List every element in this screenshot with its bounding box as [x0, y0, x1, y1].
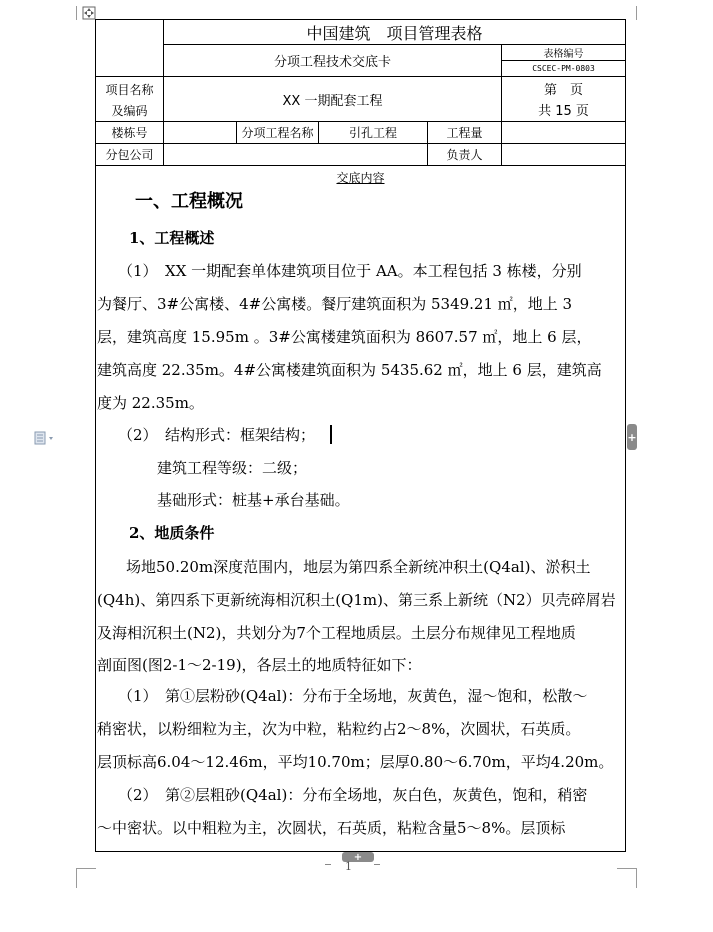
subcontractor-value[interactable] — [164, 144, 427, 165]
expand-bottom-tab[interactable]: + — [342, 852, 374, 862]
crop-mark — [617, 868, 637, 869]
subsection-heading-geology: 2、地质条件 — [129, 524, 215, 542]
crop-mark — [76, 868, 96, 869]
page-number-left-dash — [325, 864, 331, 865]
subitem-label: 分项工程名称 — [241, 126, 314, 140]
paragraph-line: 及海相沉积土(N2)，共划分为7个工程地质层。土层分布规律见工程地质 — [97, 624, 576, 642]
project-label-2: 及编码 — [111, 103, 148, 118]
crop-mark — [636, 6, 637, 20]
quantity-value[interactable] — [502, 122, 625, 143]
total-pages: 共 15 页 — [538, 104, 589, 119]
paragraph-line: (Q4h)、第四系下更新统海相沉积土(Q1m)、第三系上新统（N2）贝壳碎屑岩 — [97, 591, 616, 609]
expand-right-tab[interactable]: + — [627, 424, 637, 450]
responsible-label: 负责人 — [446, 148, 483, 162]
form-code-label: 表格编号 — [543, 49, 584, 60]
page-indicator: 第 页 — [543, 82, 583, 98]
paragraph-line: （1） XX 一期配套单体建筑项目位于 AA。本工程包括 3 栋楼，分别 — [118, 262, 582, 280]
crop-mark — [636, 868, 637, 888]
paragraph-line: 建筑工程等级：二级； — [157, 459, 308, 477]
table-title: 中国建筑 项目管理表格 — [306, 23, 483, 43]
section-heading: 一、工程概况 — [135, 191, 243, 212]
paragraph-line: 层顶标高6.04～12.46m，平均10.70m；层厚0.80～6.70m，平均4.20m。 — [97, 753, 614, 771]
paragraph-line: （1） 第①层粉砂(Q4al)：分布于全场地，灰黄色，湿～饱和，松散～ — [118, 687, 588, 705]
paragraph-line: 稍密状，以粉细粒为主，次为中粒，粘粒约占2～8%，次圆状，石英质。 — [97, 720, 581, 738]
paragraph-line: 剖面图(图2-1～2-19)，各层土的地质特征如下： — [97, 656, 422, 674]
building-value[interactable] — [164, 122, 236, 143]
subitem-value[interactable]: 引孔工程 — [348, 126, 397, 140]
paragraph-line: 基础形式：桩基+承台基础。 — [157, 491, 350, 509]
paragraph-line: （2） 第②层粗砂(Q4al)：分布全场地，灰白色，灰黄色，饱和，稍密 — [118, 786, 588, 804]
form-name: 分项工程技术交底卡 — [273, 55, 391, 70]
subsection-heading-overview: 1、工程概述 — [129, 229, 215, 247]
paragraph-line: ～中密状。以中粗粒为主，次圆状，石英质，粘粒含量5～8%。层顶标 — [97, 819, 566, 837]
building-label: 楼栋号 — [111, 126, 148, 140]
text-cursor — [330, 425, 332, 444]
subcontractor-label: 分包公司 — [105, 148, 154, 162]
content-label: 交底内容 — [336, 170, 385, 185]
crop-mark — [76, 868, 77, 888]
paragraph-line: （2） 结构形式：框架结构； — [118, 426, 316, 444]
move-handle-icon[interactable] — [82, 6, 96, 20]
page-number-right-dash — [374, 864, 380, 865]
paragraph-line: 建筑高度 22.35m。4#公寓楼建筑面积为 5435.62 ㎡，地上 6 层，建筑高 — [97, 361, 602, 379]
document-icon[interactable] — [34, 431, 62, 445]
paragraph-line: 为餐厅、3#公寓楼、4#公寓楼。餐厅建筑面积为 5349.21 ㎡，地上 3 — [97, 295, 573, 313]
paragraph-line: 场地50.20m深度范围内，地层为第四系全新统冲积土(Q4al)、淤积土 — [126, 558, 591, 576]
crop-mark — [76, 6, 77, 20]
paragraph-line: 度为 22.35m。 — [97, 394, 204, 412]
project-name: XX 一期配套工程 — [282, 93, 383, 109]
quantity-label: 工程量 — [446, 126, 483, 140]
paragraph-line: 层，建筑高度 15.95m 。3#公寓楼建筑面积为 8607.57 ㎡，地上 6 层， — [97, 328, 592, 346]
form-code: CSCEC-PM-0803 — [532, 64, 595, 73]
project-label-1: 项目名称 — [105, 82, 154, 97]
responsible-value[interactable] — [502, 144, 625, 165]
page-number: 1 — [345, 860, 352, 873]
